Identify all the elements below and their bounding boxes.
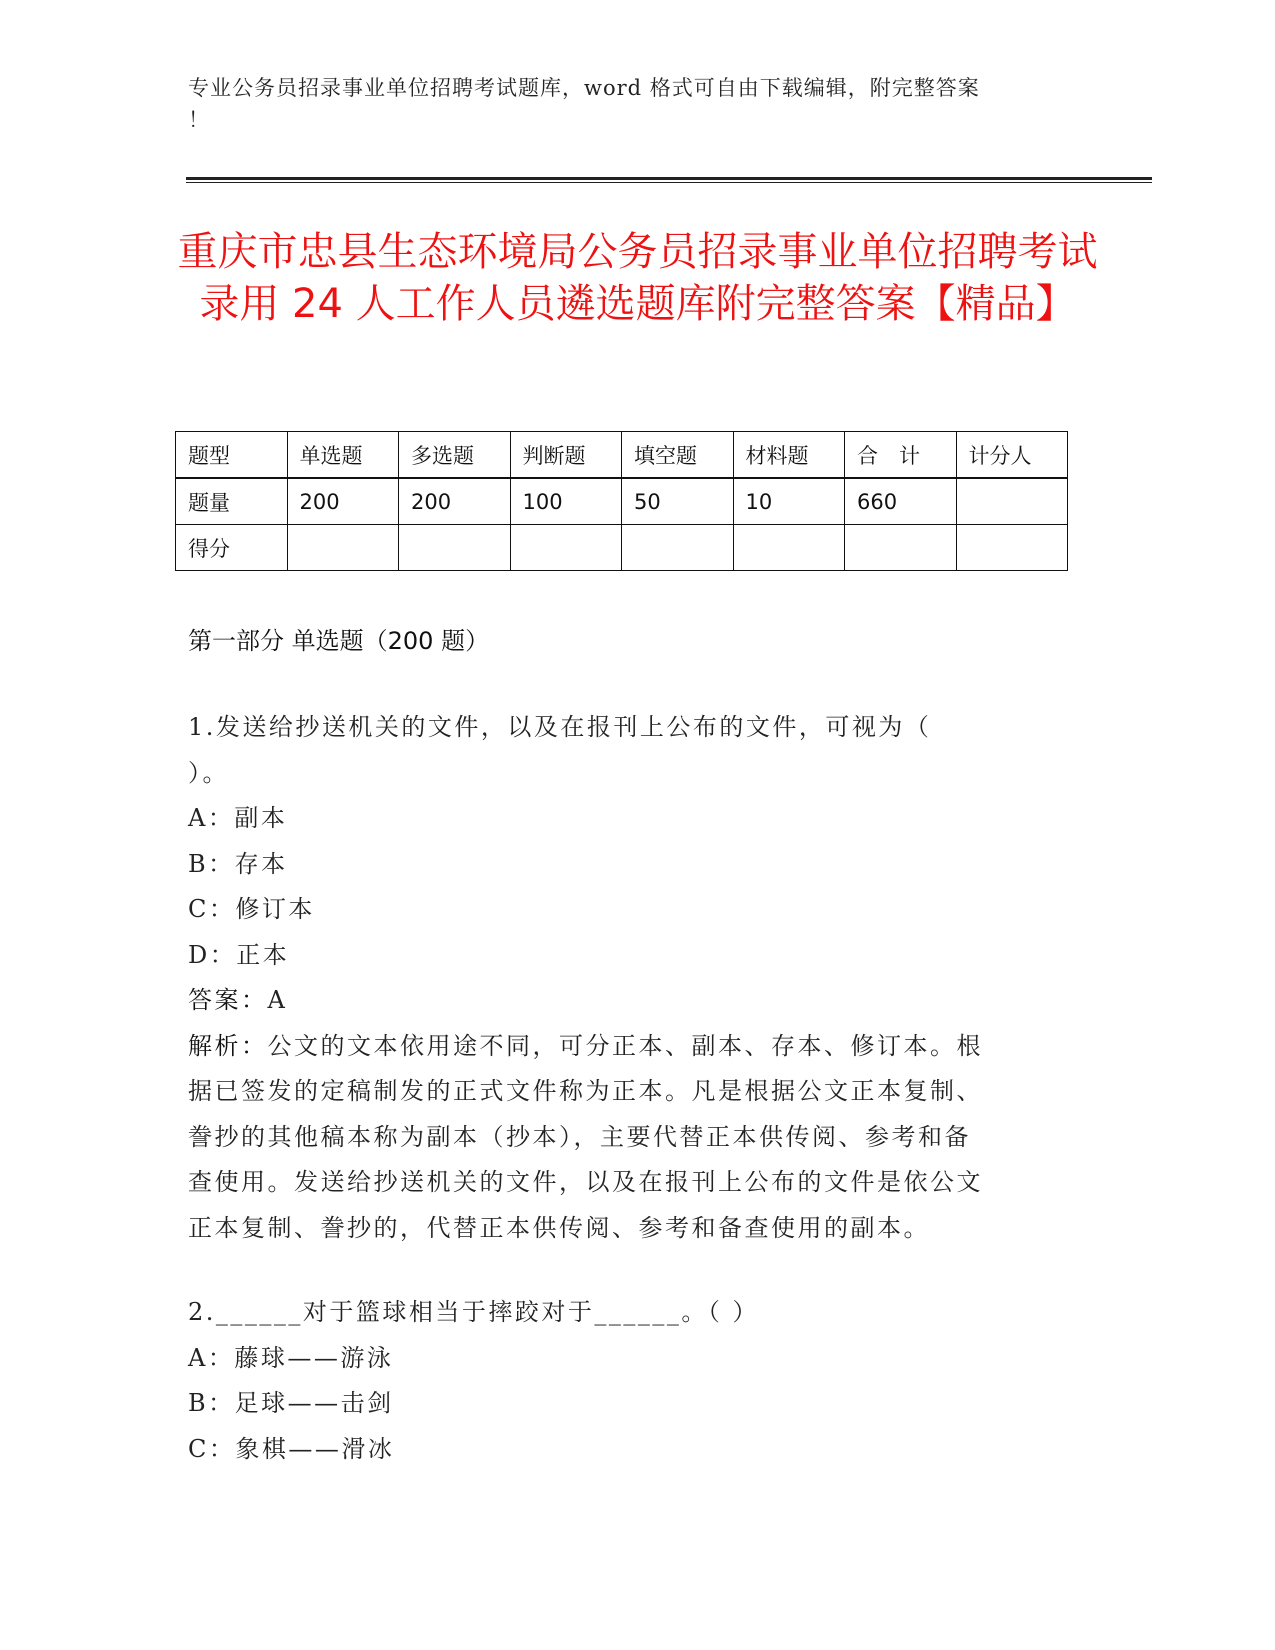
page-header-tail: ！ (188, 108, 210, 132)
section-title: 第一部分 单选题（200 题） (188, 627, 490, 655)
score-table-header-cell: 题型 (176, 432, 288, 479)
score-table-cell (845, 525, 957, 571)
score-table-cell: 得分 (176, 525, 288, 571)
option-a: A：副本 (188, 804, 288, 832)
answer-value: A (267, 986, 288, 1014)
score-table (175, 431, 1068, 571)
analysis-text: 据已签发的定稿制发的正式文件称为正本。凡是根据公文正本复制、 (188, 1077, 983, 1105)
score-table-quantity-row (176, 478, 1068, 525)
score-table-cell (287, 525, 399, 571)
question-stem-continued: ）。 (188, 758, 229, 787)
score-table-header-cell: 材料题 (733, 432, 845, 479)
option-c: C：象棋——滑冰 (188, 1434, 395, 1463)
answer-label: 答案： (188, 986, 268, 1014)
page-header-line: 专业公务员招录事业单位招聘考试题库，word 格式可自由下载编辑，附完整答案 (188, 76, 980, 100)
score-table-cell (956, 525, 1068, 571)
question-1 (188, 705, 1068, 1251)
score-table-header-cell: 多选题 (399, 432, 511, 479)
document-title: 重庆市忠县生态环境局公务员招录事业单位招聘考试录用 24 人工作人员遴选题库附完整答案【精品】 (177, 229, 1098, 327)
option-c: C：修订本 (188, 895, 315, 923)
score-table-cell (399, 525, 511, 571)
score-table-cell (510, 525, 622, 571)
option-b: B：存本 (188, 849, 288, 878)
score-table-header-cell: 单选题 (287, 432, 399, 479)
answer-line (188, 978, 1068, 1024)
option-a: A：藤球——游泳 (188, 1343, 394, 1372)
question-stem: 1.发送给抄送机关的文件，以及在报刊上公布的文件，可视为（ (188, 713, 932, 741)
analysis-text: 誊抄的其他稿本称为副本（抄本），主要代替正本供传阅、参考和备 (188, 1122, 971, 1151)
score-table-cell: 10 (733, 478, 845, 525)
question-stem: 2.______对于篮球相当于摔跤对于______。（ ） (188, 1298, 760, 1326)
score-table-header-cell: 合 计 (845, 432, 957, 479)
analysis-label: 解析： (188, 1031, 268, 1060)
page-header (188, 72, 1068, 136)
score-table-cell: 660 (845, 478, 957, 525)
score-table-header-cell: 填空题 (622, 432, 734, 479)
question-2 (188, 1290, 1068, 1472)
score-table-score-row (176, 525, 1068, 571)
score-table-cell: 200 (399, 478, 511, 525)
score-table-cell: 题量 (176, 478, 288, 525)
analysis-text: 查使用。发送给抄送机关的文件，以及在报刊上公布的文件是依公文 (188, 1168, 983, 1196)
score-table-cell (622, 525, 734, 571)
score-table-cell (733, 525, 845, 571)
option-b: B：足球——击剑 (188, 1389, 394, 1417)
score-table-cell: 50 (622, 478, 734, 525)
score-table-header-cell: 计分人 (956, 432, 1068, 479)
score-table-cell: 100 (510, 478, 622, 525)
analysis-line (188, 1024, 1068, 1070)
header-rule-thin (186, 182, 1152, 183)
score-table-header-row (176, 432, 1068, 479)
score-table-cell: 200 (287, 478, 399, 525)
header-rule-thick (186, 177, 1152, 180)
analysis-text: 公文的文本依用途不同，可分正本、副本、存本、修订本。根 (267, 1031, 983, 1060)
score-table-cell (956, 478, 1068, 525)
score-table-header-cell: 判断题 (510, 432, 622, 479)
option-d: D：正本 (188, 940, 290, 969)
analysis-text: 正本复制、誊抄的，代替正本供传阅、参考和备查使用的副本。 (188, 1213, 930, 1242)
